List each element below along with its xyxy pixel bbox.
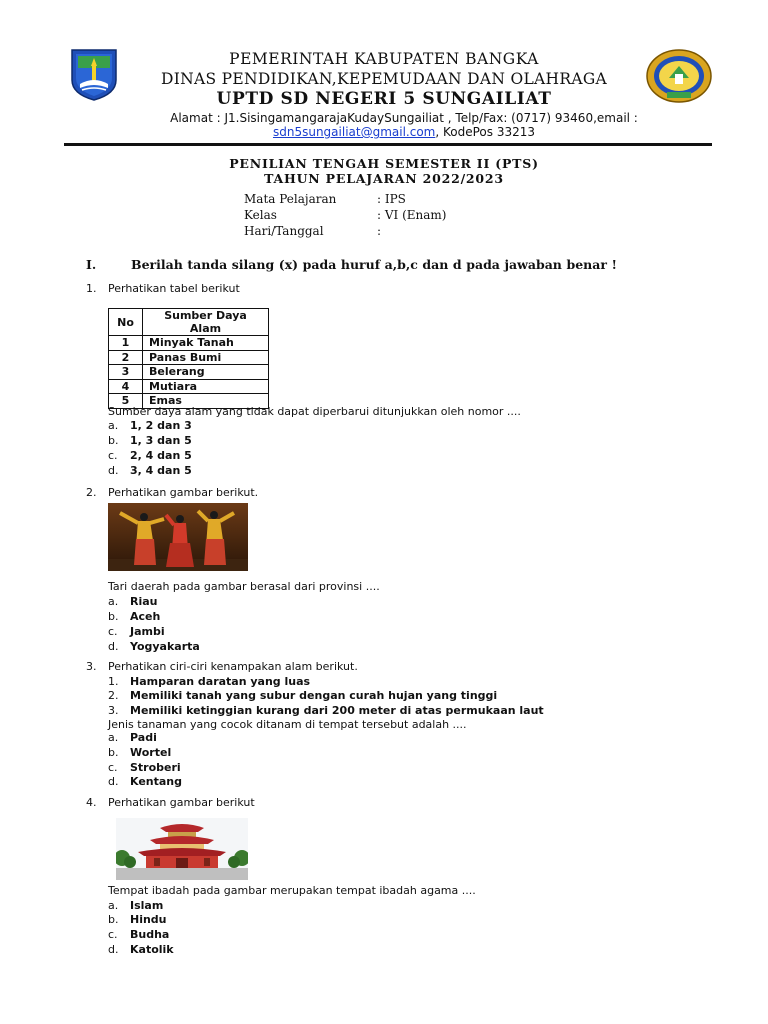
header-department: DINAS PENDIDIKAN,KEPEMUDAAN DAN OLAHRAGA [160,70,608,88]
q1-number: 1. [86,282,97,295]
q4-option-d-letter[interactable]: d. [108,943,119,956]
table-cell-resource: Belerang [143,365,269,380]
q2-option-c-letter[interactable]: c. [108,625,118,638]
table-cell-no: 2 [109,350,143,365]
meta-class-value: : VI (Enam) [377,208,447,222]
table-cell-no: 5 [109,394,143,409]
q2-option-c[interactable]: Jambi [130,625,165,638]
q2-option-d-letter[interactable]: d. [108,640,119,653]
meta-subject-label: Mata Pelajaran [244,192,337,206]
section-instruction: Berilah tanda silang (x) pada huruf a,b,c dan d pada jawaban benar ! [131,257,617,272]
table-row [109,365,269,380]
header-school-name: UPTD SD NEGERI 5 SUNGAILIAT [216,89,552,109]
q1-option-a[interactable]: 1, 2 dan 3 [130,419,192,432]
q1-option-c[interactable]: 2, 4 dan 5 [130,449,192,462]
table-header-no: No [109,309,143,336]
q2-question: Tari daerah pada gambar berasal dari provinsi .... [108,580,380,593]
q3-point-3: Memiliki ketinggian kurang dari 200 meter di atas permukaan laut [130,704,544,717]
q3-prompt: Perhatikan ciri-ciri kenampakan alam berikut. [108,660,358,673]
q3-option-a[interactable]: Padi [130,731,157,744]
q1-option-b-letter[interactable]: b. [108,434,119,447]
q3-option-a-letter[interactable]: a. [108,731,119,744]
table-row [109,336,269,351]
section-number: I. [86,257,97,272]
q4-question: Tempat ibadah pada gambar merupakan tempat ibadah agama .... [108,884,476,897]
exam-year: TAHUN PELAJARAN 2022/2023 [264,171,504,186]
table-header-row [109,309,269,336]
table-cell-no: 3 [109,365,143,380]
q1-question: Sumber daya alam yang tidak dapat diperbarui ditunjukkan oleh nomor .... [108,405,521,418]
q2-option-a[interactable]: Riau [130,595,158,608]
q3-point-2: Memiliki tanah yang subur dengan curah hujan yang tinggi [130,689,498,702]
q1-option-d-letter[interactable]: d. [108,464,119,477]
q3-option-b-letter[interactable]: b. [108,746,119,759]
school-email-link[interactable]: sdn5sungailiat@gmail.com [272,125,436,139]
q3-number: 3. [86,660,97,673]
q3-question: Jenis tanaman yang cocok ditanam di tempat tersebut adalah .... [108,718,467,731]
q4-option-a[interactable]: Islam [130,899,164,912]
dance-photo [108,503,248,571]
q3-option-c[interactable]: Stroberi [130,761,181,774]
q3-point-2-number: 2. [108,689,119,702]
exam-title: PENILIAN TENGAH SEMESTER II (PTS) [229,156,539,171]
q3-option-c-letter[interactable]: c. [108,761,118,774]
table-header-resource: Sumber Daya Alam [143,309,269,336]
header-divider [64,143,712,146]
q2-number: 2. [86,486,97,499]
table-row [109,350,269,365]
q3-option-d[interactable]: Kentang [130,775,183,788]
q4-option-d[interactable]: Katolik [130,943,174,956]
meta-subject-value: : IPS [377,192,406,206]
q3-option-b[interactable]: Wortel [130,746,172,759]
q4-option-c-letter[interactable]: c. [108,928,118,941]
table-cell-no: 1 [109,336,143,351]
q3-point-1: Hamparan daratan yang luas [130,675,311,688]
q3-option-d-letter[interactable]: d. [108,775,119,788]
table-row [109,379,269,394]
table-cell-resource: Emas [143,394,269,409]
table-cell-no: 4 [109,379,143,394]
q2-option-b[interactable]: Aceh [130,610,161,623]
q4-option-b[interactable]: Hindu [130,913,167,926]
natural-resources-table [108,308,269,409]
q2-prompt: Perhatikan gambar berikut. [108,486,259,499]
q4-prompt: Perhatikan gambar berikut [108,796,255,809]
header-postcode: , KodePos 33213 [435,125,535,139]
header-contact-line [20,125,768,139]
temple-photo [116,818,248,880]
q1-option-b[interactable]: 1, 3 dan 5 [130,434,192,447]
q4-option-c[interactable]: Budha [130,928,170,941]
q4-number: 4. [86,796,97,809]
q1-option-d[interactable]: 3, 4 dan 5 [130,464,192,477]
header-government: PEMERINTAH KABUPATEN BANGKA [229,50,539,68]
table-cell-resource: Panas Bumi [143,350,269,365]
q1-option-a-letter[interactable]: a. [108,419,119,432]
meta-class-label: Kelas [244,208,277,222]
q3-point-3-number: 3. [108,704,119,717]
q2-option-a-letter[interactable]: a. [108,595,119,608]
q4-option-b-letter[interactable]: b. [108,913,119,926]
q3-point-1-number: 1. [108,675,119,688]
q2-option-d[interactable]: Yogyakarta [130,640,200,653]
q1-prompt: Perhatikan tabel berikut [108,282,240,295]
q2-option-b-letter[interactable]: b. [108,610,119,623]
table-cell-resource: Minyak Tanah [143,336,269,351]
meta-date-label: Hari/Tanggal [244,224,324,238]
meta-date-value: : [377,224,382,238]
header-address: Alamat : J1.SisingamangarajaKudaySungailiat , Telp/Fax: (0717) 93460,email : [170,111,638,125]
q1-option-c-letter[interactable]: c. [108,449,118,462]
table-cell-resource: Mutiara [143,379,269,394]
q4-option-a-letter[interactable]: a. [108,899,119,912]
